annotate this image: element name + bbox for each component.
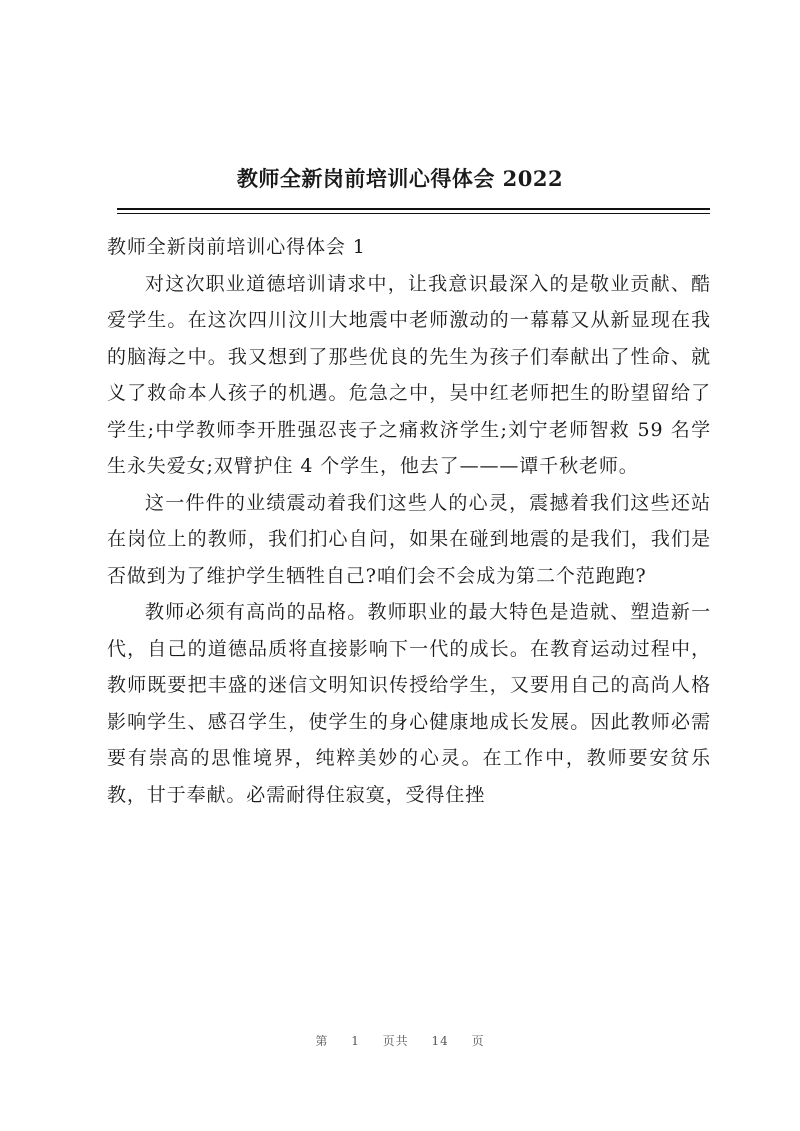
footer-current-page: 1 (351, 1034, 360, 1048)
footer-label-page: 第 (315, 1034, 329, 1048)
footer-total-pages: 14 (431, 1034, 449, 1048)
footer-label-of: 页共 (382, 1034, 409, 1048)
page-footer (0, 1032, 800, 1049)
paragraph-2: 这一件件的业绩震动着我们这些人的心灵，震撼着我们这些还站在岗位上的教师，我们扪心自问，如果在碰到地震的是我们，我们是否做到为了维护学生牺牲自己?咱们会不会成为第二个范跑跑? (107, 491, 711, 587)
document-body (107, 229, 711, 813)
document-title: 教师全新岗前培训心得体会 2022 (236, 166, 564, 191)
title-divider-thin (117, 213, 710, 214)
footer-label-end: 页 (471, 1034, 485, 1048)
title-divider-thick (117, 208, 710, 210)
paragraph-3: 教师必须有高尚的品格。教师职业的最大特色是造就、塑造新一代，自己的道德品质将直接影响下一代的成长。在教育运动过程中，教师既要把丰盛的迷信文明知识传授给学生，又要用自己的高尚人格影响学生、感召学生，使学生的身心健康地成长发展。因此教师必需要有崇高的思惟境界，纯粹美妙的心灵。在工作中，教师要安贫乐教，甘于奉献。必需耐得住寂寞，受得住挫 (107, 601, 711, 806)
paragraph-1: 对这次职业道德培训请求中，让我意识最深入的是敬业贡献、酷爱学生。在这次四川汶川大地震中老师激动的一幕幕又从新显现在我的脑海之中。我又想到了那些优良的先生为孩子们奉献出了性命、就义了救命本人孩子的机遇。危急之中，吴中红老师把生的盼望留给了学生;中学教师李开胜强忍丧子之痛救济学生;刘宁老师智救 59 名学生永失爱女;双臂护住 4 个学生，他去了———谭千秋老师。 (107, 272, 711, 477)
section-heading: 教师全新岗前培训心得体会 1 (107, 236, 366, 258)
